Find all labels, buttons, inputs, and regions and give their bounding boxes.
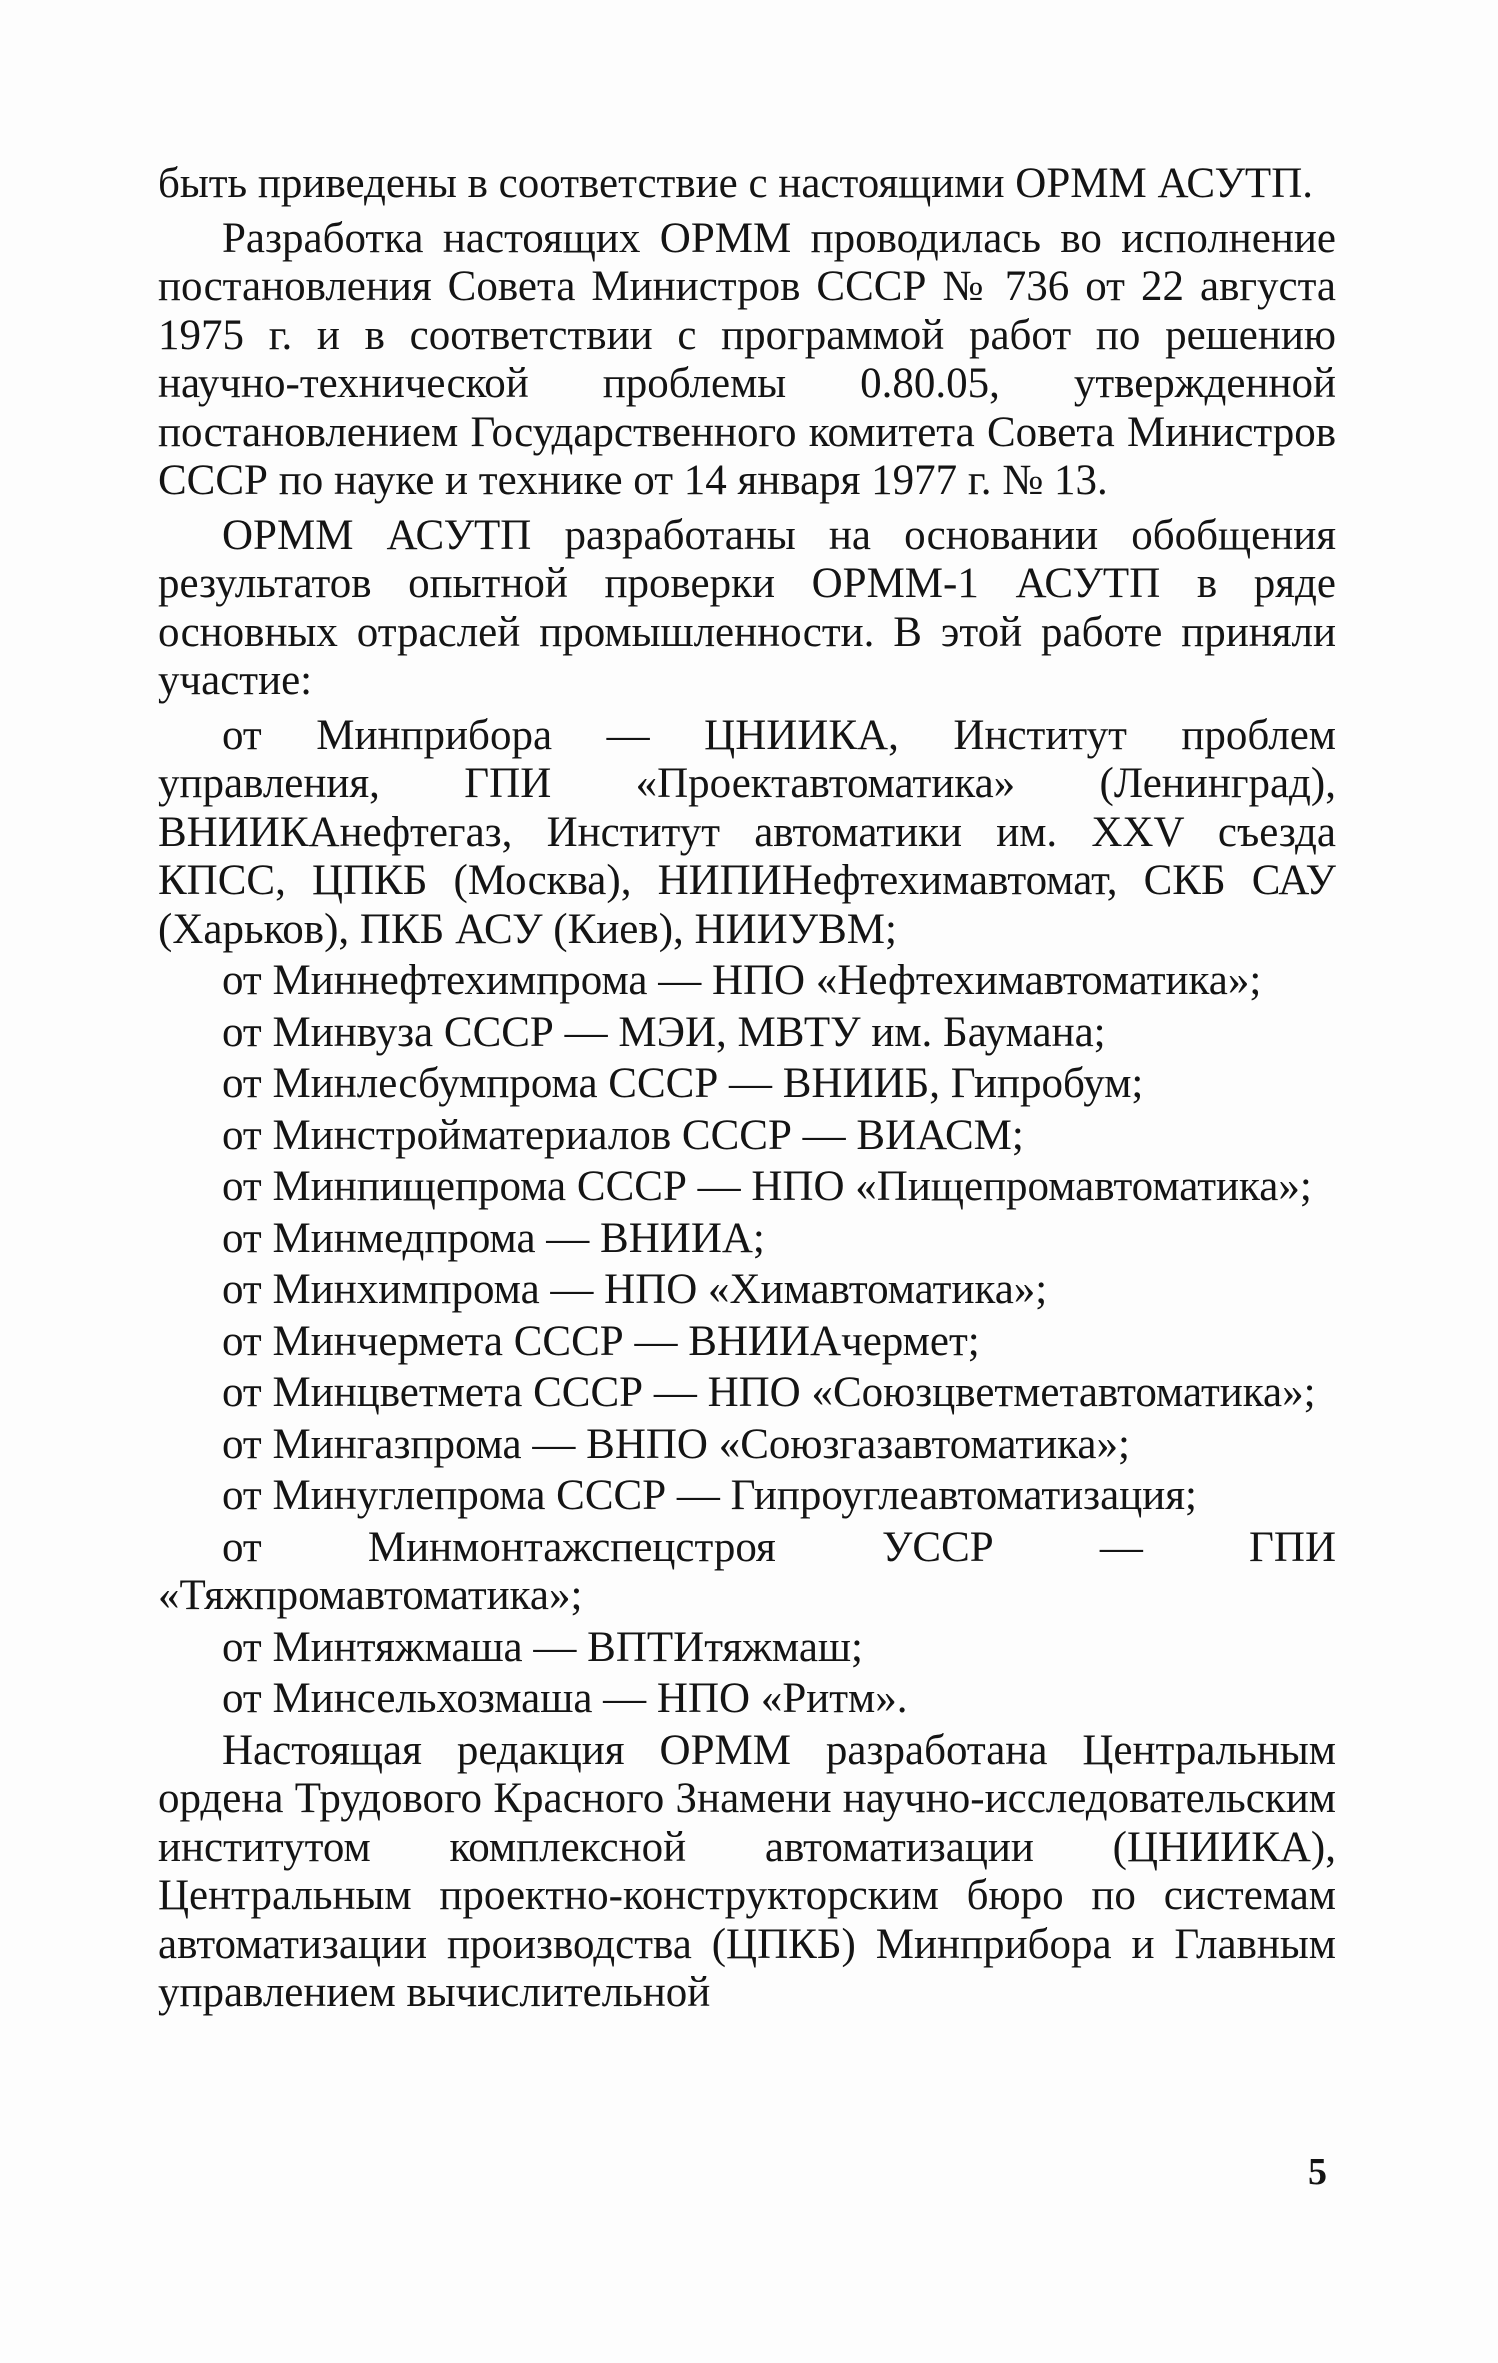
list-item: от Минсельхозмаша — НПО «Ритм». (222, 1675, 908, 1722)
list-item: от Минуглепрома СССР — Гипроуглеавтоматизация; (222, 1472, 1197, 1519)
list-item: от Минхимпрома — НПО «Химавтоматика»; (222, 1266, 1048, 1313)
list-item: от Миннефтехимпрома — НПО «Нефтехимавтоматика»; (222, 957, 1262, 1004)
paragraph-development-basis: Разработка настоящих ОРММ проводилась во исполнение постановления Совета Министров СССР № 736 от 22 августа 1975 г. и в соответствии с программой работ по решению научно-технической проблемы 0.80.05, утвержденной постановлением Государственного комитета Совета Министров СССР по науке и технике от 14 января 1977 г. № 13. (158, 214, 1336, 504)
list-item: от Минмедпрома — ВНИИА; (222, 1214, 765, 1262)
list-item: от Минвуза СССР — МЭИ, МВТУ им. Баумана; (222, 1008, 1106, 1056)
list-item: от Минлесбумпрома СССР — ВНИИБ, Гипробум; (222, 1060, 1144, 1107)
list-item: от Минтяжмаша — ВПТИтяжмаш; (222, 1623, 863, 1671)
list-item: от Минприбора — ЦНИИКА, Институт проблем управления, ГПИ «Проектавтоматика» (Ленинград), ВНИИКАнефтегаз, Институт автоматики им. XXV съезда КПСС, ЦПКБ (Москва), НИПИНефтехимавтомат, СКБ САУ (Харьков), ПКБ АСУ (Киев), НИИУВМ; (158, 711, 1336, 953)
paragraph-current-edition: Настоящая редакция ОРММ разработана Центральным ордена Трудового Красного Знамени научно-исследовательским институтом комплексной автоматизации (ЦНИИКА), Центральным проектно-конструкторским бюро по системам автоматизации производства (ЦПКБ) Минприбора и Главным управлением вычислительной (158, 1726, 1336, 2016)
list-item: от Минцветмета СССР — НПО «Союзцветметавтоматика»; (222, 1369, 1316, 1416)
list-item: от Минпищепрома СССР — НПО «Пищепромавтоматика»; (222, 1163, 1312, 1210)
paragraph-participants-intro: ОРММ АСУТП разработаны на основании обобщения результатов опытной проверки ОРММ-1 АСУТП в ряде основных отраслей промышленности. В этой работе приняли участие: (158, 511, 1336, 704)
paragraph-continuation: быть приведены в соответствие с настоящими ОРММ АСУТП. (158, 160, 1313, 207)
list-item: от Минчермета СССР — ВНИИАчермет; (222, 1317, 980, 1365)
list-item: от Мингазпрома — ВНПО «Союзгазавтоматика»; (222, 1420, 1130, 1468)
list-item: от Минмонтажспецстроя УССР — ГПИ «Тяжпромавтоматика»; (158, 1523, 1336, 1619)
list-item: от Минстройматериалов СССР — ВИАСМ; (222, 1111, 1024, 1159)
body-text (158, 160, 1336, 2024)
participants-list (158, 712, 1336, 1724)
page-number: 5 (1308, 2151, 1327, 2193)
